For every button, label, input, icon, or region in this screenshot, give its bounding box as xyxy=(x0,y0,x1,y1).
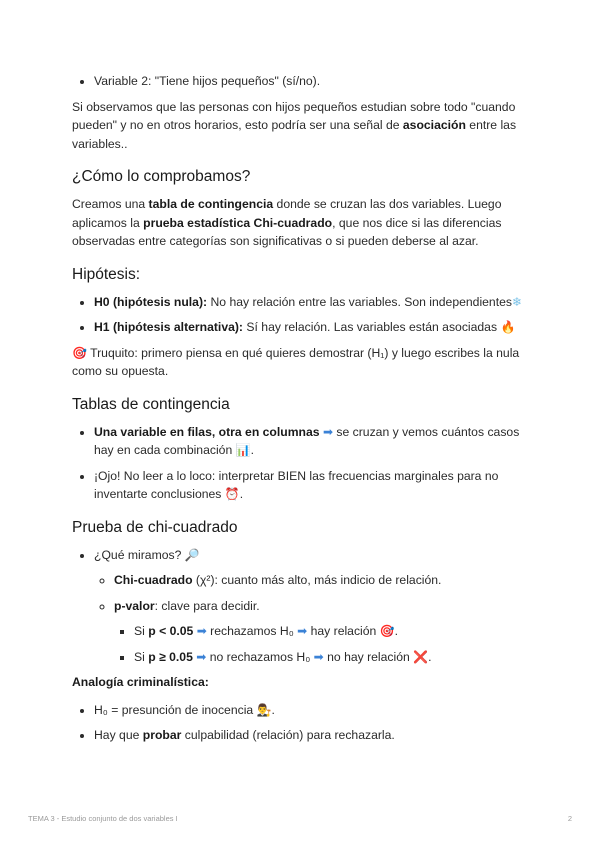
arrow-right-icon: ➡ xyxy=(313,649,324,664)
bold-text: p ≥ 0.05 xyxy=(148,649,193,664)
cross-mark-icon: ❌ xyxy=(413,649,429,664)
analogia-list xyxy=(72,701,532,745)
text: culpabilidad (relación) para rechazarla. xyxy=(181,728,395,742)
paragraph xyxy=(72,673,532,692)
list-item: • ¡Ojo! No leer a lo loco: interpretar BIEN las frecuencias marginales para no inventarte conclusiones ⏰. xyxy=(94,467,532,504)
text: ¡Ojo! No leer a lo loco: interpretar BIEN las frecuencias marginales para no inventarte conclusiones xyxy=(94,468,499,501)
target-icon: 🎯 xyxy=(72,345,87,360)
text: rechazamos H₀ xyxy=(206,624,298,638)
list-item xyxy=(94,318,532,337)
magnifier-icon: 🔎 xyxy=(184,547,200,562)
section-heading-tablas: Tablas de contingencia xyxy=(72,395,230,413)
target-icon: 🎯 xyxy=(379,624,395,638)
pvalue-sublist xyxy=(114,622,532,666)
text: hay relación xyxy=(307,624,380,638)
bold-text: H1 (hipótesis alternativa): xyxy=(94,320,243,334)
bold-heading: Analogía criminalística: xyxy=(72,675,209,689)
snowflake-icon: ❄ xyxy=(511,294,523,309)
list-item: ▪ Si p ≥ 0.05 ➡ no rechazamos H₀ ➡ no hay relación ❌. xyxy=(134,648,532,667)
text: se cruzan y vemos cuántos casos hay en cada combinación xyxy=(94,424,520,457)
bold-text: H0 (hipótesis nula): xyxy=(94,294,208,309)
text: Creamos una xyxy=(72,197,149,211)
chi-list xyxy=(72,546,532,667)
bold-text: p-valor xyxy=(114,598,155,613)
section-heading-chi: Prueba de chi-cuadrado xyxy=(72,518,238,536)
list-item xyxy=(114,597,532,667)
text: H₀ = presunción de inocencia xyxy=(94,702,257,717)
text: entre las variables. xyxy=(72,118,517,151)
text: : clave para decidir. xyxy=(154,598,260,613)
text: Si xyxy=(134,624,149,638)
arrow-right-icon: ➡ xyxy=(297,624,308,638)
footer-title: TEMA 3 - Estudio conjunto de dos variables I xyxy=(28,814,178,823)
text: No hay relación entre las variables. Son independientes xyxy=(207,294,512,309)
text: (χ²): cuanto más alto, más indicio de relación. xyxy=(192,573,442,587)
list-item xyxy=(94,546,532,667)
text: no hay relación xyxy=(323,649,414,664)
text: Truquito: primero piensa en qué quieres demostrar (H₁) y luego escribes la nula como su opuesta. xyxy=(72,345,520,378)
text: no rechazamos H₀ xyxy=(206,649,314,664)
list-item xyxy=(94,293,532,312)
text: , que nos dice si las diferencias observadas entre categorías son significativas o si pueden deberse al azar. xyxy=(72,215,502,248)
arrow-right-icon: ➡ xyxy=(196,649,207,664)
section-heading-hipotesis: Hipótesis: xyxy=(72,265,141,283)
text: Si observamos que las personas con hijos pequeños estudian sobre todo "cuando pueden" y no en otros horarios, esto podría ser una señal de xyxy=(72,99,516,132)
text: ¿Qué miramos? xyxy=(94,547,185,562)
list-item xyxy=(94,726,532,745)
list-item xyxy=(94,72,532,91)
bold-text: tabla de contingencia xyxy=(148,197,274,211)
list-item xyxy=(114,571,532,590)
intro-list xyxy=(72,72,532,91)
list-item: • H₀ = presunción de inocencia 👨‍⚖. xyxy=(94,701,532,720)
bold-text: asociación xyxy=(402,118,466,132)
bar-chart-icon: 📊 xyxy=(235,443,251,457)
arrow-right-icon: ➡ xyxy=(322,424,333,439)
bold-text: p < 0.05 xyxy=(148,624,194,638)
text: Hay que xyxy=(94,728,143,742)
paragraph xyxy=(72,344,532,381)
page-number: 2 xyxy=(567,814,572,823)
judge-icon: 👨‍⚖ xyxy=(256,702,272,717)
tablas-list xyxy=(72,423,532,504)
bold-text: Una variable en filas, otra en columnas xyxy=(94,424,320,439)
list-item: • Una variable en filas, otra en columnas ➡ se cruzan y vemos cuántos casos hay en cada combinación 📊. xyxy=(94,423,532,460)
bullet-text: Variable 2: "Tiene hijos pequeños" (sí/no). xyxy=(94,74,321,88)
bold-text: prueba estadística Chi-cuadrado xyxy=(143,215,333,230)
arrow-right-icon: ➡ xyxy=(196,624,207,638)
fire-icon: 🔥 xyxy=(500,320,516,334)
document-page xyxy=(72,72,532,752)
bold-text: Chi-cuadrado xyxy=(114,573,193,587)
text: Si xyxy=(134,649,149,664)
bold-text: probar xyxy=(142,728,182,742)
chi-sublist xyxy=(94,571,532,666)
paragraph: Si observamos que las personas con hijos pequeños estudian sobre todo "cuando pueden" y no en otros horarios, esto podría ser una señal de asociación entre las variables.. xyxy=(72,99,517,151)
list-item: ▪ Si p < 0.05 ➡ rechazamos H₀ ➡ hay relación 🎯. xyxy=(134,622,532,641)
paragraph xyxy=(72,195,532,251)
text: Sí hay relación. Las variables están asociadas xyxy=(243,320,501,334)
alarm-clock-icon: ⏰ xyxy=(224,487,240,501)
hipotesis-list xyxy=(72,293,532,337)
text: donde se cruzan las dos variables. Luego aplicamos la xyxy=(72,197,502,230)
section-heading-como: ¿Cómo lo comprobamos? xyxy=(72,168,251,185)
